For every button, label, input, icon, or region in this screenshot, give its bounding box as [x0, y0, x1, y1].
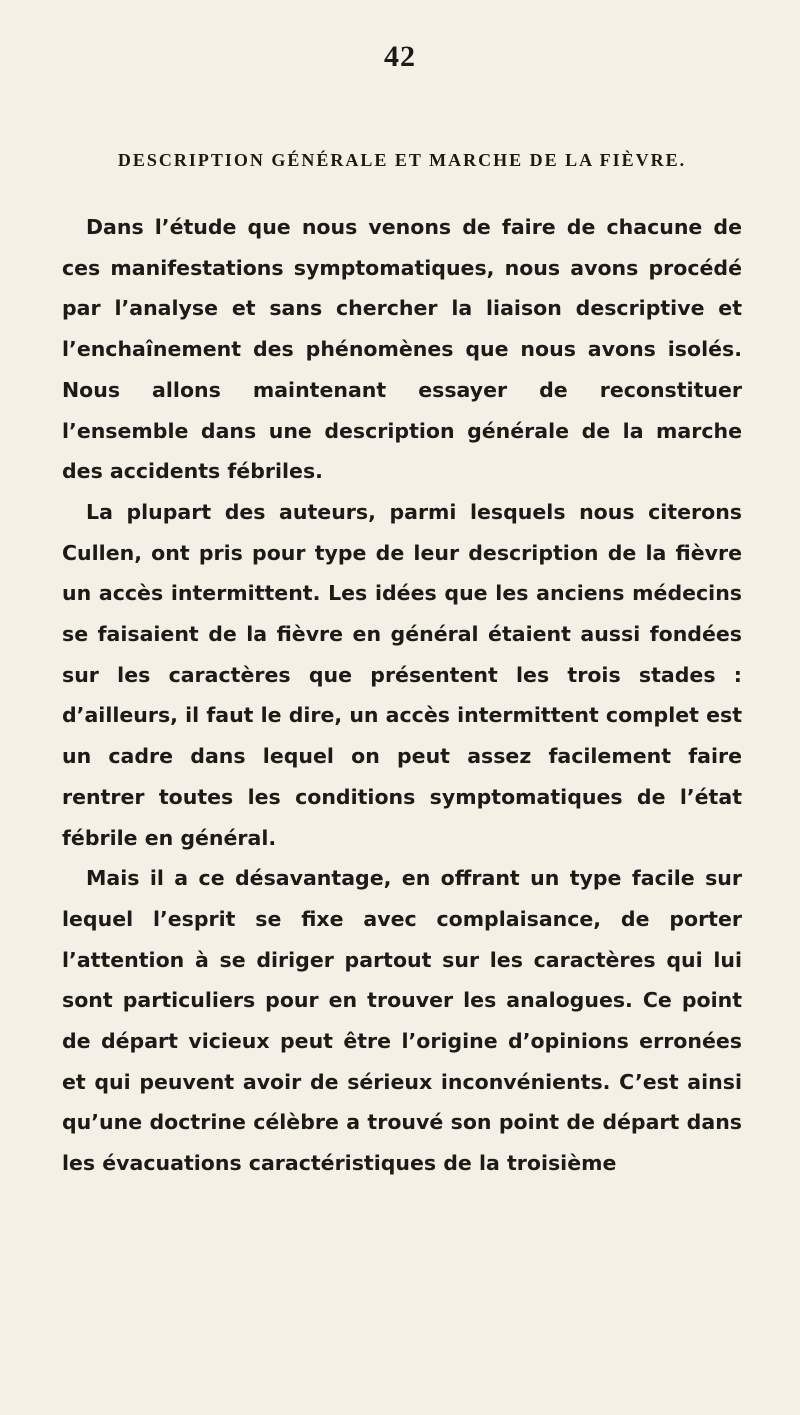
- page-number: 42: [384, 40, 416, 73]
- paragraph: La plupart des auteurs, parmi lesquels nous citerons Cullen, ont pris pour type de leur description de la fièvre un accès intermittent. Les idées que les anciens médecins se faisaient de la fièvre en général étaient aussi fondées sur les caractères que présentent les trois stades : d’ailleurs, il faut le dire, un accès intermittent complet est un cadre dans lequel on peut assez facilement faire rentrer toutes les conditions symptomatiques de l’état fébrile en général.: [62, 499, 742, 850]
- body-text: [62, 207, 742, 1184]
- paragraph: Dans l’étude que nous venons de faire de chacune de ces manifestations symptomatiques, nous avons procédé par l’analyse et sans chercher la liaison descriptive et l’enchaînement des phénomènes que nous avons isolés. Nous allons maintenant essayer de reconstituer l’ensemble dans une description générale de la marche des accidents fébriles.: [62, 215, 742, 484]
- paragraph: Mais il a ce désavantage, en offrant un type facile sur lequel l’esprit se fixe avec complaisance, de porter l’attention à se diriger partout sur les caractères qui lui sont particuliers pour en trouver les analogues. Ce point de départ vicieux peut être l’origine d’opinions erronées et qui peuvent avoir de sérieux inconvénients. C’est ainsi qu’une doctrine célèbre a trouvé son point de départ dans les évacuations caractéristiques de la troisième: [62, 866, 742, 1176]
- section-heading: DESCRIPTION GÉNÉRALE ET MARCHE DE LA FIÈVRE.: [117, 150, 687, 170]
